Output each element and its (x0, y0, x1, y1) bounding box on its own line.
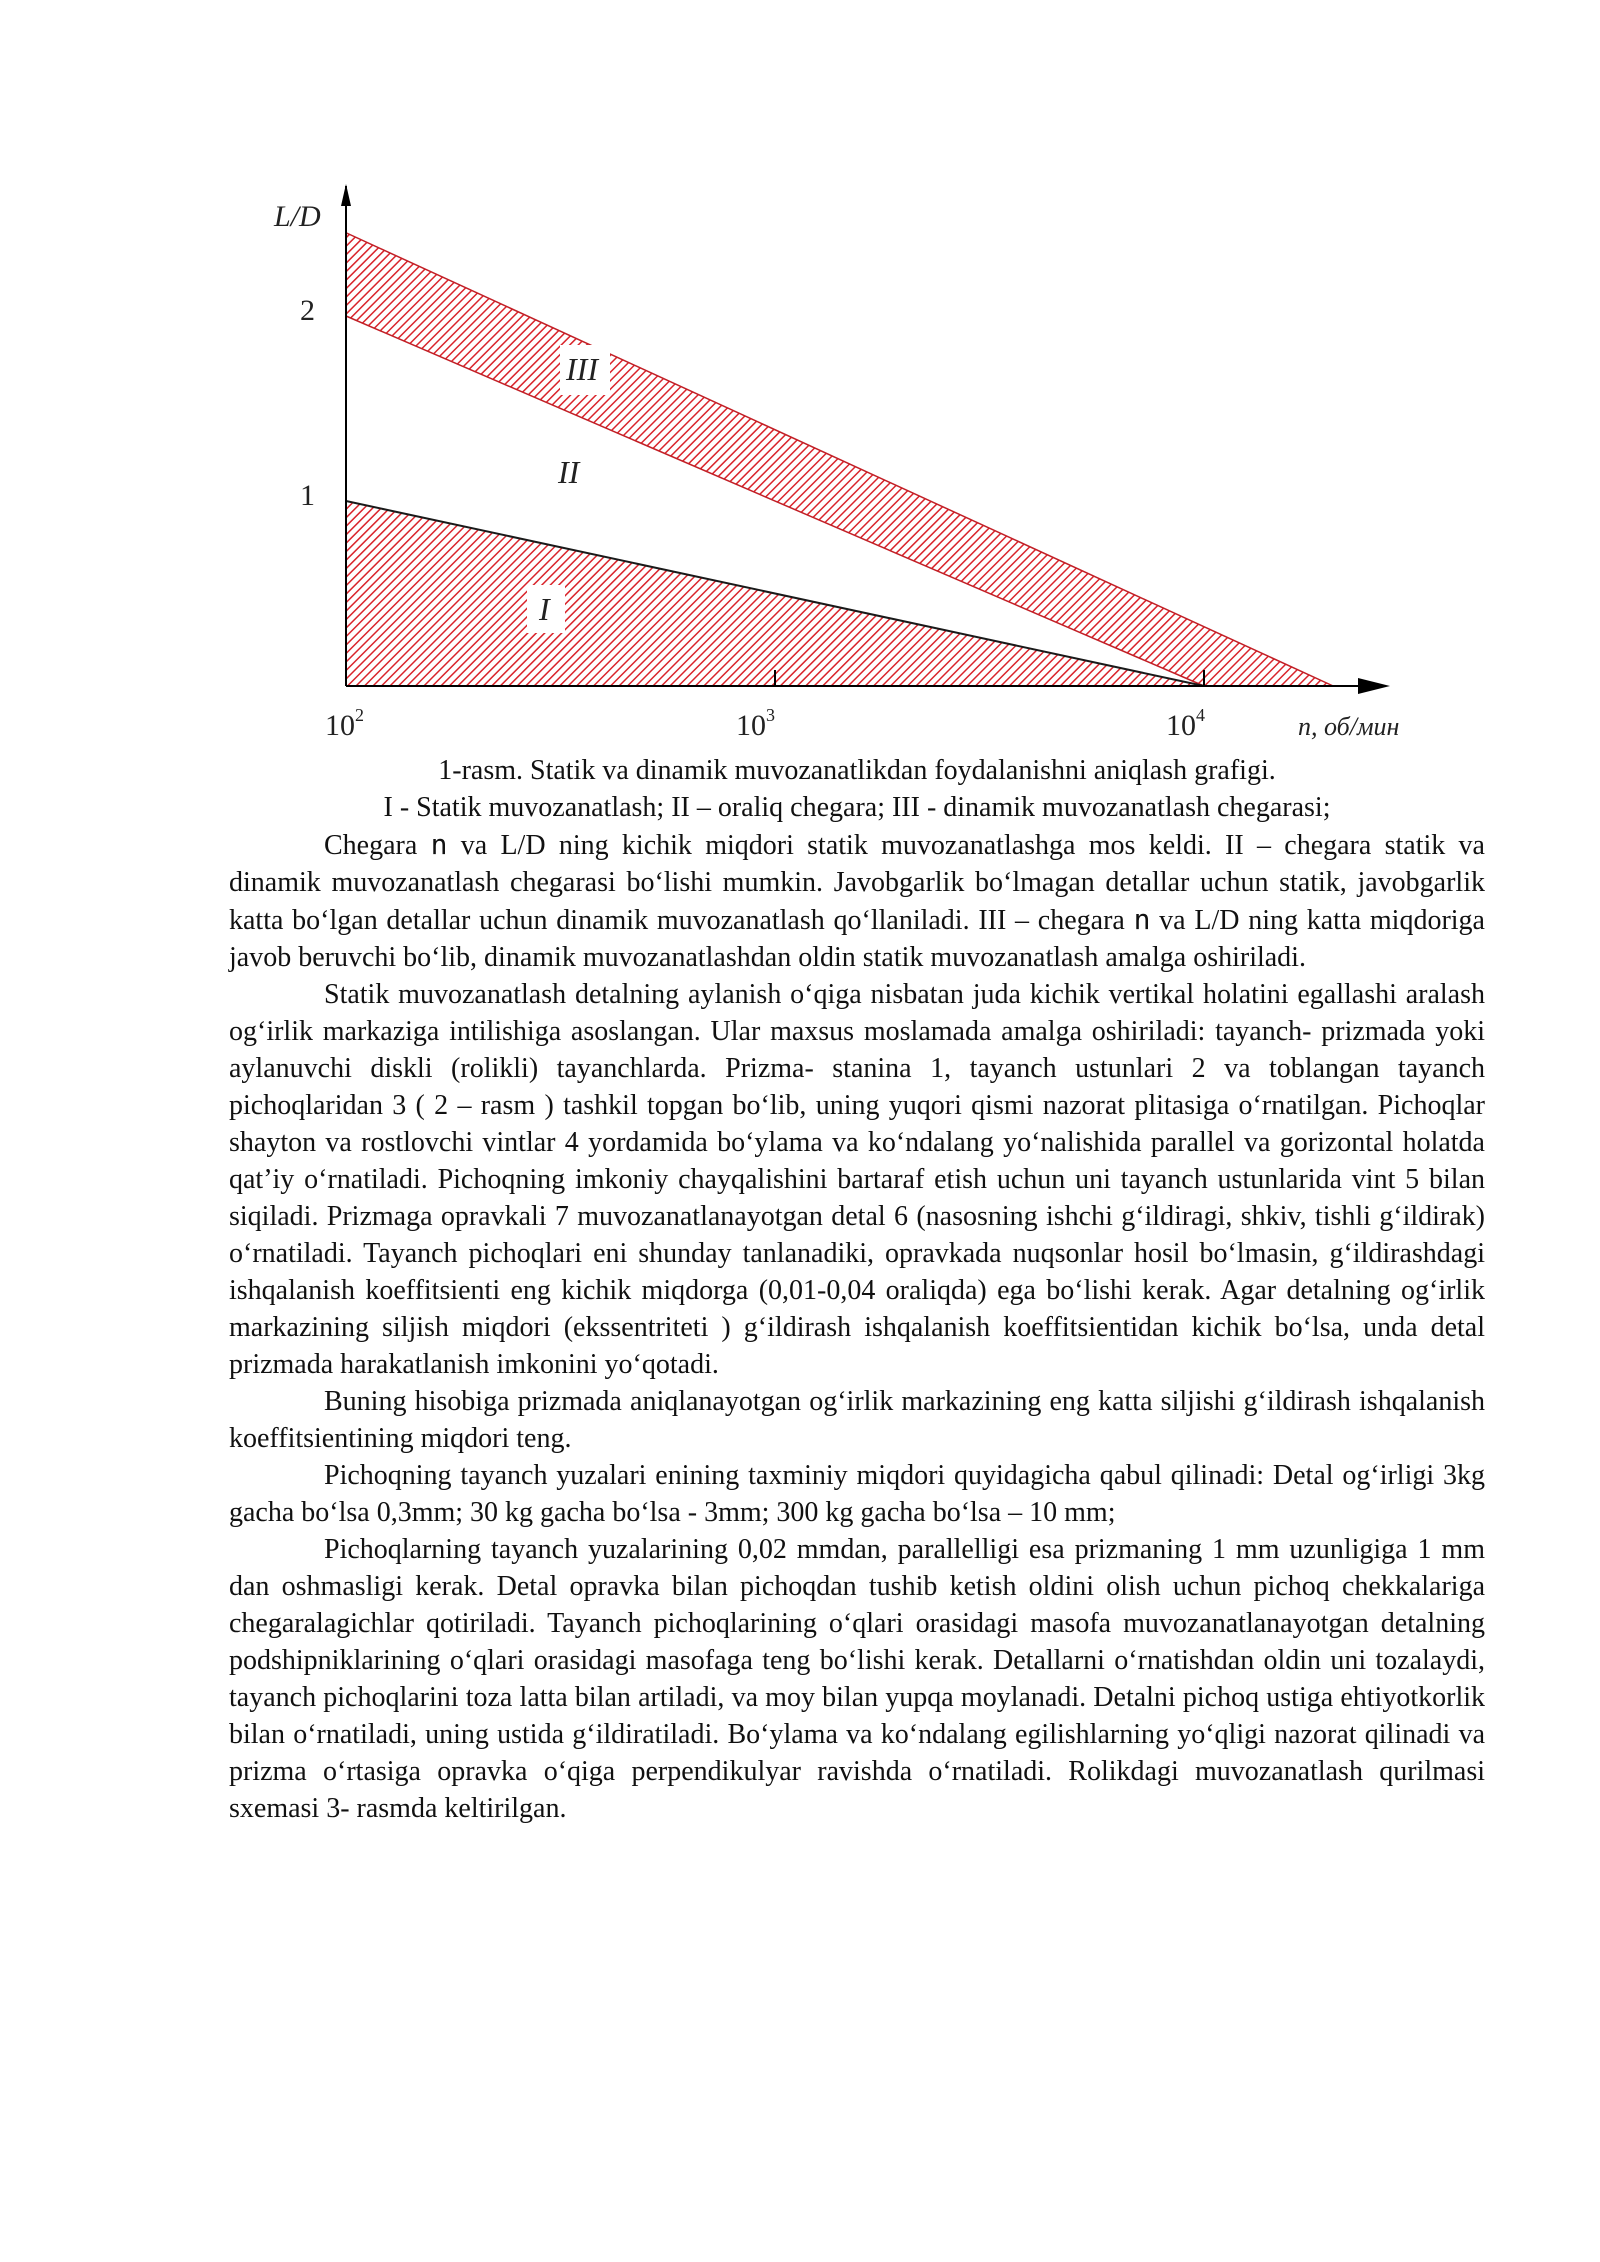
x-tick-label-1000: $10^3$ (736, 705, 775, 742)
x-axis-arrow (1358, 678, 1390, 694)
x-tick-label-100: $10^2$ (325, 705, 364, 742)
figure-chart (250, 180, 1470, 760)
x-axis-label: n, об/мин (1298, 712, 1400, 741)
paragraph: Chegara n va L/D ning kichik miqdori statik muvozanatlashga mos keldi. II – chegara statik va dinamik muvozanatlash chegarasi bo‘lishi mumkin. Javobgarlik bo‘lmagan detallar uchun statik, javobgarlik katta bo‘lgan detallar uchun dinamik muvozanatlash qo‘llaniladi. III – chegara n va L/D ning katta miqdoriga javob beruvchi bo‘lib, dinamik muvozanatlashdan oldin statik muvozanatlash amalga oshiriladi. (229, 828, 1485, 973)
figure-legend: I - Statik muvozanatlash; II – oraliq chegara; III - dinamik muvozanatlash chegarasi; (383, 792, 1331, 823)
y-tick-label-2: 2 (300, 294, 315, 327)
x-tick-label-10000: $10^4$ (1166, 705, 1205, 742)
y-axis-arrow (341, 184, 351, 206)
paragraph: Statik muvozanatlash detalning aylanish o‘qiga nisbatan juda kichik vertikal holatini egallashi aralash og‘irlik markaziga intilishiga asoslangan. Ular maxsus moslamada amalga oshiriladi: tayanch- prizmada yoki aylanuvchi diskli (rolikli) tayanchlarda. Prizma- stanina 1, tayanch ustunlari 2 va toblangan tayanch pichoqlaridan 3 ( 2 – rasm ) tashkil topgan bo‘lib, uning yuqori qismi nazorat plitasiga o‘rnatilgan. Pichoqlar shayton va rostlovchi vintlar 4 yordamida bo‘ylama va ko‘ndalang yo‘nalishida parallel va gorizontal holatda qat’iy o‘rnatiladi. Pichoqning imkoniy chayqalishini bartaraf etish uchun uni tayanch ustunlarida vint 5 bilan siqiladi. Prizmaga opravkali 7 muvozanatlanayotgan detal 6 (nasosning ishchi g‘ildiragi, shkiv, tishli g‘ildirak) o‘rnatiladi. Tayanch pichoqlari eni shunday tanlanadiki, opravkada nuqsonlar hosil bo‘lmasin, g‘ildirashdagi ishqalanish koeffitsienti eng kichik miqdorga (0,01-0,04 oraliqda) ega bo‘lishi kerak. Agar detalning og‘irlik markazining siljish miqdori (ekssentriteti ) g‘ildirash ishqalanish koeffitsientidan kichik bo‘lsa, unda detal prizmada harakatlanish imkonini yo‘qotadi. (229, 979, 1485, 1380)
figure-caption: 1-rasm. Statik va dinamik muvozanatlikdan foydalanishni aniqlash grafigi. (438, 755, 1276, 786)
paragraph: Buning hisobiga prizmada aniqlanayotgan og‘irlik markazining eng katta siljishi g‘ildirash ishqalanish koeffitsientining miqdori teng. (229, 1386, 1485, 1454)
paragraph: Pichoqlarning tayanch yuzalarining 0,02 mmdan, parallelligi esa prizmaning 1 mm uzunligiga 1 mm dan oshmasligi kerak. Detal opravka bilan pichoqdan tushib ketish oldini olish uchun pichoq chekkalariga chegaralagichlar qotiriladi. Tayanch pichoqlarining o‘qlari orasidagi masofa muvozanatlanayotgan detalning podshipniklarining o‘qlari orasidagi masofaga teng bo‘lishi kerak. Detallarni o‘rnatishdan oldin uni tozalaydi, tayanch pichoqlarini toza latta bilan artiladi, va moy bilan yupqa moylanadi. Detalni pichoq ustiga ehtiyotkorlik bilan o‘rnatiladi, uning ustida g‘ildiratiladi. Bo‘ylama va ko‘ndalang egilishlarning yo‘qligi nazorat qilinadi va prizma o‘rtasiga opravka o‘qiga perpendikulyar ravishda o‘rnatiladi. Rolikdagi muvozanatlash qurilmasi sxemasi 3- rasmda keltirilgan. (229, 1534, 1485, 1824)
body-text (229, 826, 1485, 1827)
region-II-label: II (558, 454, 580, 490)
y-axis-label: L/D (274, 200, 321, 233)
region-I-label: I (539, 591, 550, 627)
y-tick-label-1: 1 (300, 479, 315, 512)
paragraph: Pichoqning tayanch yuzalari enining taxminiy miqdori quyidagicha qabul qilinadi: Detal og‘irligi 3kg gacha bo‘lsa 0,3mm; 30 kg gacha bo‘lsa - 3mm; 300 kg gacha bo‘lsa – 10 mm; (229, 1460, 1485, 1528)
region-III-label: III (566, 351, 598, 387)
